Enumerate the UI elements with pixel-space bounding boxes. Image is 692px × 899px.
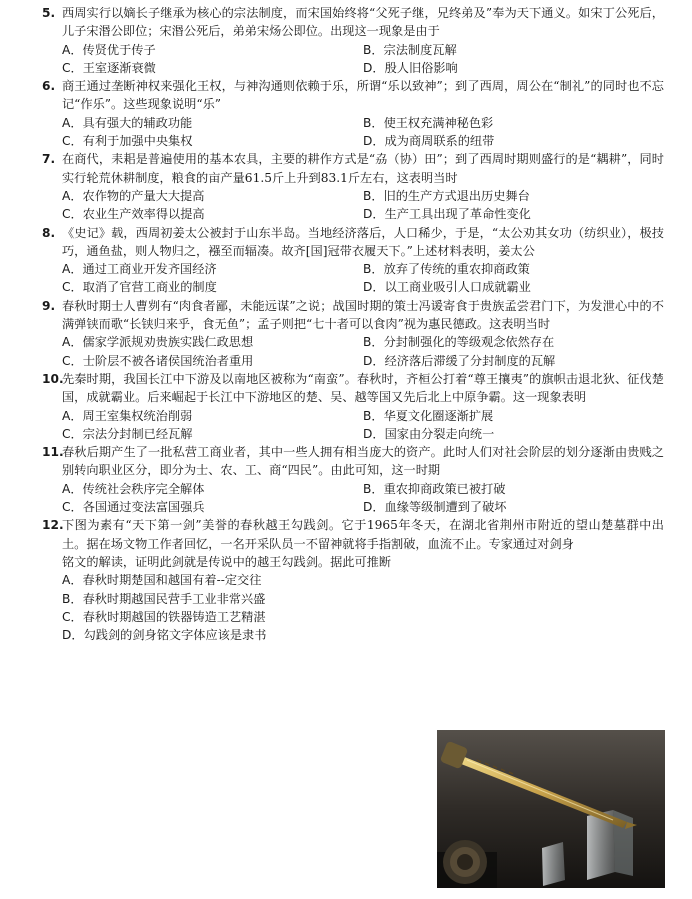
question-list [42,4,664,516]
option-text: 周王室集权统治削弱 [82,408,193,423]
option-d[interactable] [363,425,664,443]
option-letter: B． [363,481,384,496]
option-letter: C． [62,134,83,149]
option-list [42,407,664,444]
option-letter: A． [62,42,83,57]
option-list [42,41,664,78]
question-12 [42,516,664,644]
option-letter: B． [363,262,384,277]
option-letter: A． [62,262,83,277]
option-b[interactable] [363,260,664,278]
question-stem [42,516,664,553]
question-text: 商王通过垄断神权来强化王权，与神沟通则依赖于乐，所谓“乐以致神”；到了西周，周公在“制礼”的同时也不忘记“作乐”。这些现象说明“乐” [62,79,664,112]
option-c[interactable] [62,425,363,443]
option-c[interactable] [62,205,363,223]
option-list [42,480,664,517]
option-letter: D． [363,207,385,222]
option-letter: B． [363,335,384,350]
question-stem [42,4,664,41]
option-c[interactable] [62,278,363,296]
option-a[interactable] [62,187,363,205]
option-letter: D． [363,353,385,368]
option-text: 华夏文化圈逐渐扩展 [383,408,494,423]
option-text: 传贤优于传子 [82,42,156,57]
option-letter: B． [62,591,83,606]
option-letter: A． [62,408,83,423]
option-text: 士阶层不被各诸侯国统治者重用 [82,353,254,368]
option-text: 农业生产效率得以提高 [82,207,205,222]
option-text: 经济落后滞缓了分封制度的瓦解 [384,353,556,368]
option-list [42,571,412,644]
option-text: 春秋时期越国的铁器铸造工艺精湛 [82,609,266,624]
option-letter: B． [363,408,384,423]
option-text: 农作物的产量大大提高 [82,188,205,203]
option-a[interactable] [62,571,412,589]
option-text: 分封制强化的等级观念依然存在 [383,335,555,350]
option-list [42,187,664,224]
question-number: 11. [42,445,64,460]
question-number: 7. [42,152,56,167]
option-text: 使王权充满神秘色彩 [383,115,494,130]
option-a[interactable] [62,260,363,278]
option-list [42,333,664,370]
option-letter: A． [62,481,83,496]
sword-illustration [437,730,665,888]
option-letter: A． [62,188,83,203]
question-text: 春秋后期产生了一批私营工商业者，其中一些人拥有相当庞大的资产。此时人们对社会阶层的划分逐渐由贵贱之别转向职业区分，即分为士、农、工、商“四民”。由此可知，这一时期 [62,445,664,478]
option-c[interactable] [62,59,363,77]
option-d[interactable] [363,205,664,223]
option-text: 各国通过变法富国强兵 [82,500,205,515]
option-c[interactable] [62,608,412,626]
option-letter: D． [363,280,385,295]
option-text: 有利于加强中央集权 [82,134,193,149]
question-number: 6. [42,79,56,94]
sword-photo [437,730,665,888]
option-letter: C． [62,426,83,441]
question-text-continued: 铭文的解读，证明此剑就是传说中的越王勾践剑。据此可推断 [62,554,392,569]
option-letter: D． [363,60,385,75]
option-text: 血缘等级制遭到了破坏 [384,500,507,515]
option-a[interactable] [62,333,363,351]
option-text: 以工商业吸引人口成就霸业 [384,280,531,295]
option-text: 取消了官营工商业的制度 [82,280,217,295]
option-text: 宗法分封制已经瓦解 [82,426,193,441]
option-c[interactable] [62,132,363,150]
option-letter: B． [363,42,384,57]
question-11 [42,443,664,516]
option-text: 春秋时期越国民营手工业非常兴盛 [82,591,266,606]
option-d[interactable] [62,626,412,644]
option-b[interactable] [363,187,664,205]
question-stem [42,443,664,480]
option-text: 春秋时期楚国和越国有着--定交往 [82,573,262,588]
question-5 [42,4,664,77]
option-c[interactable] [62,498,363,516]
option-text: 生产工具出现了革命性变化 [384,207,531,222]
option-a[interactable] [62,41,363,59]
option-c[interactable] [62,352,363,370]
option-d[interactable] [363,132,664,150]
option-text: 传统社会秩序完全解体 [82,481,205,496]
question-stem [42,77,664,114]
question-stem-continued [42,553,412,571]
question-text: 在商代，耒耜是普遍使用的基本农具，主要的耕作方式是“劦（协）田”；到了西周时期则盛行的是“耦耕”，同时实行轮荒休耕制度，粮食的亩产量61.5斤上升到83.1斤左右，这表明当时 [62,152,664,185]
option-text: 具有强大的辅政功能 [82,115,193,130]
option-text: 通过工商业开发齐国经济 [82,262,217,277]
option-letter: D． [363,500,385,515]
question-text: 下图为素有“天下第一剑”美誉的春秋越王勾践剑。它于1965年冬天，在湖北省荆州市附近的望山楚墓群中出土。据在场文物工作者回忆，一名开采队员一不留神就将手指割破，血流不止。专家通过对剑身 [62,518,664,551]
option-letter: B． [363,115,384,130]
option-text: 国家由分裂走向统一 [384,426,495,441]
question-stem [42,297,664,334]
option-letter: C． [62,207,83,222]
question-7 [42,150,664,223]
option-text: 重农抑商政策已被打破 [383,481,506,496]
question-stem [42,150,664,187]
option-b[interactable] [363,41,664,59]
option-letter: C． [62,609,83,624]
option-list [42,114,664,151]
question-number: 9. [42,298,56,313]
option-letter: A． [62,573,83,588]
option-a[interactable] [62,114,363,132]
question-text: 春秋时期士人曹刿有“肉食者鄙，未能远谋”之说；战国时期的策士冯谖寄食于贵族孟尝君门下，为发泄心中的不满弹铗而歌“长铗归来乎，食无鱼”；孟子则把“七十者可以食肉”视为惠民德政。这表明当时 [62,298,664,332]
option-letter: B． [363,188,384,203]
option-list [42,260,664,297]
option-d[interactable] [363,278,664,296]
question-text: 西周实行以嫡长子继承为核心的宗法制度，而宋国始终将“父死子继，兄终弟及”奉为天下通义。如宋丁公死后，儿子宋湣公即位；宋湣公死后，弟弟宋炀公即位。出现这一现象是由于 [62,6,664,39]
option-b[interactable] [363,480,664,498]
question-number: 12. [42,518,64,533]
option-d[interactable] [363,498,664,516]
option-letter: D． [62,628,84,643]
question-text: 《史记》载，西周初姜太公被封于山东半岛。当地经济落后，人口稀少，于是，“太公劝其女功（纺织业），极技巧，通鱼盐，则人物归之，襁至而辐凑。故齐[国]冠带衣履天下。”上述材料表明，姜太公 [62,225,664,258]
option-d[interactable] [363,59,664,77]
question-9 [42,297,664,370]
option-letter: C． [62,280,83,295]
option-text: 勾践剑的剑身铭文字体应该是隶书 [83,628,267,643]
option-b[interactable] [62,590,412,608]
option-b[interactable] [363,407,664,425]
option-letter: C． [62,60,83,75]
question-number: 10. [42,371,64,386]
question-stem [42,370,664,407]
option-text: 王室逐渐衰微 [82,60,156,75]
option-letter: A． [62,115,83,130]
option-letter: C． [62,353,83,368]
option-text: 成为商周联系的纽带 [384,134,495,149]
option-letter: D． [363,426,385,441]
option-letter: D． [363,134,385,149]
option-text: 儒家学派规劝贵族实践仁政思想 [82,335,254,350]
question-stem [42,224,664,261]
option-b[interactable] [363,114,664,132]
question-6 [42,77,664,150]
option-text: 放弃了传统的重农抑商政策 [383,262,530,277]
question-10 [42,370,664,443]
option-letter: C． [62,500,83,515]
question-number: 8. [42,225,56,240]
option-text: 殷人旧俗影响 [384,60,458,75]
question-text: 先秦时期，我国长江中下游及以南地区被称为“南蛮”。春秋时，齐桓公打着“尊王攘夷”的旗帜击退北狄、征伐楚国，成就霸业。后来崛起于长江中下游地区的楚、吴、越等国又先后北上中原争霸。这一现象表明 [62,371,664,405]
question-8 [42,224,664,297]
option-text: 旧的生产方式退出历史舞台 [383,188,530,203]
option-b[interactable] [363,333,664,351]
option-text: 宗法制度瓦解 [383,42,457,57]
option-a[interactable] [62,407,363,425]
option-d[interactable] [363,352,664,370]
question-number: 5. [42,6,56,20]
option-letter: A． [62,335,83,350]
option-a[interactable] [62,480,363,498]
